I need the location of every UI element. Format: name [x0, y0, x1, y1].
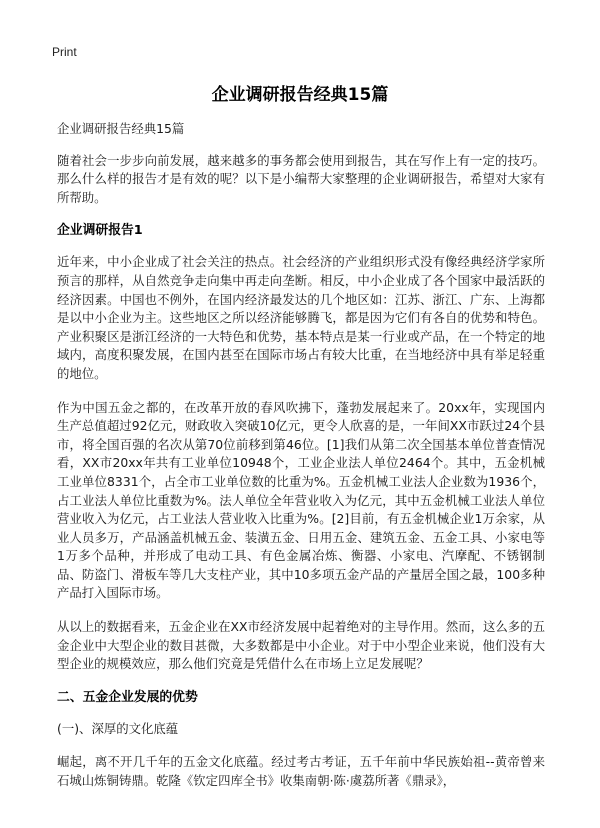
paragraph-3: 从以上的数据看来，五金企业在XX市经济发展中起着绝对的主导作用。然而，这么多的五金企业中大型企业的数目甚微，大多数都是中小企业。对于中小型企业来说，他们没有大型企业的规模效应，那么他们究竟是凭借什么在市场上立足发展呢？ [57, 619, 545, 672]
page-title: 企业调研报告经典15篇 [211, 85, 389, 105]
subsection-heading-culture: (一)、深厚的文化底蕴 [57, 720, 179, 736]
document-subtitle: 企业调研报告经典15篇 [57, 121, 185, 136]
document-body [57, 120, 545, 806]
paragraph-1: 近年来，中小企业成了社会关注的热点。社会经济的产业组织形式没有像经典经济学家所预言的那样，从自然竞争走向集中再走向垄断。相反，中小企业成了各个国家中最活跃的经济因素。中国也不例外，在国内经济最发达的几个地区如：江苏、浙江、广东、上海都是以中小企业为主。这些地区之所以经济能够腾飞，都是因为它们有各自的优势和特色。产业积聚区是浙江经济的一大特色和优势，基本特点是某一行业或产品，在一个特定的地域内，高度积聚发展，在国内甚至在国际市场占有较大比重，在当地经济中具有举足轻重的地位。 [57, 254, 545, 381]
paragraph-2: 作为中国五金之都的，在改革开放的春风吹拂下，蓬勃发展起来了。20xx年，实现国内生产总值超过92亿元，财政收入突破10亿元，更令人欣喜的是，一年间XX市跃过24个县市，将全国百强的名次从第70位前移到第46位。[1]我们从第二次全国基本单位普查情况看，XX市20xx年共有工业单位10948个，工业企业法人单位2464个。其中，五金机械工业单位8331个，占全市工业单位数的比重为%。五金机械工业法人企业数为1936个，占工业法人单位比重数为%。法人单位全年营业收入为亿元，其中五金机械工业法人单位营业收入为亿元，占工业法人营业收入比重为%。[2]目前，有五金机械企业1万余家，从业人员多万，产品涵盖机械五金、装潢五金、日用五金、建筑五金、五金工具、小家电等1万多个品种，并形成了电动工具、有色金属冶炼、衡器、小家电、汽摩配、不锈钢制品、防盗门、滑板车等几大支柱产业，其中10多项五金产品的产量居全国之最，100多种产品打入国际市场。 [57, 399, 545, 601]
paragraph-4: 崛起，离不开几千年的五金文化底蕴。经过考古考证，五千年前中华民族始祖--黄帝曾来石城山炼铜铸鼎。乾隆《钦定四库全书》收集南朝·陈·虞荔所著《鼎录》， [57, 754, 545, 789]
print-link[interactable]: Print [52, 45, 77, 59]
section-heading-advantages: 二、五金企业发展的优势 [57, 689, 198, 705]
section-heading-report-1: 企业调研报告1 [57, 223, 143, 239]
intro-paragraph: 随着社会一步步向前发展，越来越多的事务都会使用到报告，其在写作上有一定的技巧。那么什么样的报告才是有效的呢？以下是小编帮大家整理的企业调研报告，希望对大家有所帮助。 [57, 152, 545, 205]
